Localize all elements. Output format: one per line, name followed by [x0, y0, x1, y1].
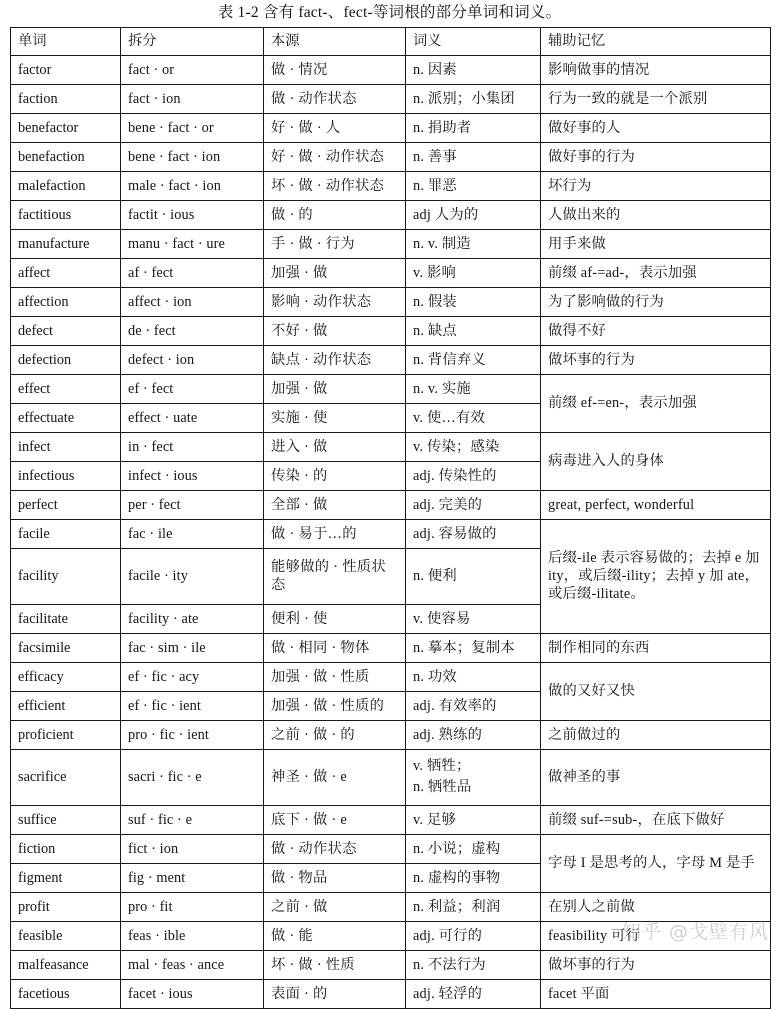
split-cell: ef · fect	[121, 375, 264, 404]
mnemonic-cell: 做的又好又快	[541, 663, 771, 721]
split-cell: fac · ile	[121, 520, 264, 549]
mnemonic-cell: 做得不好	[541, 317, 771, 346]
column-header-meaning: 词义	[406, 28, 541, 56]
table-row	[11, 201, 771, 230]
mnemonic-cell: 制作相同的东西	[541, 634, 771, 663]
table-header-row	[11, 28, 771, 56]
word-cell: affect	[11, 259, 121, 288]
word-cell: benefactor	[11, 114, 121, 143]
split-cell: fact · or	[121, 56, 264, 85]
column-header-mnemonic: 辅助记忆	[541, 28, 771, 56]
table-row	[11, 317, 771, 346]
mnemonic-cell: 用手来做	[541, 230, 771, 259]
table-row	[11, 806, 771, 835]
meaning-cell: adj. 可行的	[406, 922, 541, 951]
word-cell: infect	[11, 433, 121, 462]
split-cell: per · fect	[121, 491, 264, 520]
origin-cell: 不好 · 做	[264, 317, 406, 346]
word-cell: factor	[11, 56, 121, 85]
origin-cell: 坏 · 做 · 性质	[264, 951, 406, 980]
meaning-cell: n. 不法行为	[406, 951, 541, 980]
table-row	[11, 922, 771, 951]
split-cell: pro · fic · ient	[121, 721, 264, 750]
meaning-cell: v. 传染；感染	[406, 433, 541, 462]
table-row	[11, 893, 771, 922]
split-cell: pro · fit	[121, 893, 264, 922]
word-cell: malefaction	[11, 172, 121, 201]
mnemonic-cell: facet 平面	[541, 980, 771, 1009]
origin-cell: 传染 · 的	[264, 462, 406, 491]
split-cell: fict · ion	[121, 835, 264, 864]
mnemonic-cell: 字母 I 是思考的人，字母 M 是手	[541, 835, 771, 893]
split-cell: fac · sim · ile	[121, 634, 264, 663]
column-header-word: 单词	[11, 28, 121, 56]
meaning-cell: n. 派别；小集团	[406, 85, 541, 114]
word-cell: facility	[11, 549, 121, 605]
meaning-cell	[406, 750, 541, 806]
table-row	[11, 288, 771, 317]
meaning-cell: n. 罪恶	[406, 172, 541, 201]
mnemonic-cell: 做坏事的行为	[541, 346, 771, 375]
meaning-cell: v. 影响	[406, 259, 541, 288]
meaning-line: v. 牺牲；	[413, 758, 471, 774]
word-cell: facile	[11, 520, 121, 549]
word-cell: defection	[11, 346, 121, 375]
split-cell: bene · fact · or	[121, 114, 264, 143]
origin-cell: 缺点 · 动作状态	[264, 346, 406, 375]
mnemonic-cell: 为了影响做的行为	[541, 288, 771, 317]
meaning-cell: n. 因素	[406, 56, 541, 85]
meaning-cell: n. 虚构的事物	[406, 864, 541, 893]
word-cell: facsimile	[11, 634, 121, 663]
table-row	[11, 375, 771, 404]
table-row	[11, 721, 771, 750]
word-cell: defect	[11, 317, 121, 346]
split-cell: suf · fic · e	[121, 806, 264, 835]
split-cell: af · fect	[121, 259, 264, 288]
mnemonic-cell: 做神圣的事	[541, 750, 771, 806]
table-row	[11, 433, 771, 462]
origin-cell: 底下 · 做 · e	[264, 806, 406, 835]
split-cell: affect · ion	[121, 288, 264, 317]
mnemonic-cell: 行为一致的就是一个派别	[541, 85, 771, 114]
origin-cell: 便利 · 使	[264, 605, 406, 634]
origin-cell: 加强 · 做	[264, 259, 406, 288]
table-row	[11, 172, 771, 201]
origin-cell: 好 · 做 · 动作状态	[264, 143, 406, 172]
column-header-split: 拆分	[121, 28, 264, 56]
mnemonic-cell: great, perfect, wonderful	[541, 491, 771, 520]
table-row	[11, 259, 771, 288]
split-cell: ef · fic · ient	[121, 692, 264, 721]
table-row	[11, 835, 771, 864]
mnemonic-cell: 前缀 af-=ad-，表示加强	[541, 259, 771, 288]
vocabulary-table	[10, 27, 771, 1009]
split-cell: facility · ate	[121, 605, 264, 634]
origin-cell: 影响 · 动作状态	[264, 288, 406, 317]
word-cell: effectuate	[11, 404, 121, 433]
split-cell: bene · fact · ion	[121, 143, 264, 172]
word-cell: feasible	[11, 922, 121, 951]
word-cell: manufacture	[11, 230, 121, 259]
origin-cell: 加强 · 做 · 性质	[264, 663, 406, 692]
meaning-cell: n. 利益；利润	[406, 893, 541, 922]
word-cell: proficient	[11, 721, 121, 750]
word-cell: infectious	[11, 462, 121, 491]
origin-cell: 之前 · 做 · 的	[264, 721, 406, 750]
table-caption: 表 1-2 含有 fact-、fect-等词根的部分单词和词义。	[217, 4, 562, 21]
origin-cell: 手 · 做 · 行为	[264, 230, 406, 259]
split-cell: in · fect	[121, 433, 264, 462]
meaning-cell: n. 捐助者	[406, 114, 541, 143]
meaning-cell: v. 足够	[406, 806, 541, 835]
table-row	[11, 114, 771, 143]
origin-cell: 做 · 动作状态	[264, 85, 406, 114]
table-row	[11, 85, 771, 114]
origin-cell: 加强 · 做	[264, 375, 406, 404]
mnemonic-cell: 之前做过的	[541, 721, 771, 750]
meaning-cell: n. v. 实施	[406, 375, 541, 404]
origin-cell: 做 · 动作状态	[264, 835, 406, 864]
meaning-cell: n. 善事	[406, 143, 541, 172]
table-row	[11, 663, 771, 692]
meaning-cell: n. 小说；虚构	[406, 835, 541, 864]
meaning-cell: n. 功效	[406, 663, 541, 692]
origin-cell: 进入 · 做	[264, 433, 406, 462]
word-cell: profit	[11, 893, 121, 922]
meaning-cell: adj. 完美的	[406, 491, 541, 520]
table-row	[11, 56, 771, 85]
split-cell: fig · ment	[121, 864, 264, 893]
origin-cell: 做 · 情况	[264, 56, 406, 85]
table-row	[11, 230, 771, 259]
origin-cell: 之前 · 做	[264, 893, 406, 922]
word-cell: perfect	[11, 491, 121, 520]
table-row	[11, 346, 771, 375]
mnemonic-cell: 前缀 ef-=en-，表示加强	[541, 375, 771, 433]
word-cell: malfeasance	[11, 951, 121, 980]
meaning-cell: n. v. 制造	[406, 230, 541, 259]
meaning-cell: adj. 传染性的	[406, 462, 541, 491]
origin-cell: 做 · 物品	[264, 864, 406, 893]
word-cell: benefaction	[11, 143, 121, 172]
split-cell: defect · ion	[121, 346, 264, 375]
meaning-cell: n. 背信弃义	[406, 346, 541, 375]
word-cell: facetious	[11, 980, 121, 1009]
meaning-cell: adj. 熟练的	[406, 721, 541, 750]
origin-cell: 加强 · 做 · 性质的	[264, 692, 406, 721]
word-cell: sacrifice	[11, 750, 121, 806]
origin-cell: 好 · 做 · 人	[264, 114, 406, 143]
word-cell: affection	[11, 288, 121, 317]
split-cell: effect · uate	[121, 404, 264, 433]
origin-cell: 做 · 的	[264, 201, 406, 230]
origin-cell: 全部 · 做	[264, 491, 406, 520]
word-cell: factitious	[11, 201, 121, 230]
table-row	[11, 634, 771, 663]
split-cell: facet · ious	[121, 980, 264, 1009]
meaning-cell: adj. 有效率的	[406, 692, 541, 721]
meaning-cell: n. 摹本；复制本	[406, 634, 541, 663]
watermark: 知乎 @戈壁有风	[621, 921, 769, 943]
origin-cell: 能够做的 · 性质状态	[264, 549, 406, 605]
word-cell: figment	[11, 864, 121, 893]
split-cell: male · fact · ion	[121, 172, 264, 201]
mnemonic-cell: 前缀 suf-=sub-，在底下做好	[541, 806, 771, 835]
split-cell: infect · ious	[121, 462, 264, 491]
mnemonic-cell: 在别人之前做	[541, 893, 771, 922]
meaning-cell: n. 假装	[406, 288, 541, 317]
mnemonic-cell: 病毒进入人的身体	[541, 433, 771, 491]
split-cell: fact · ion	[121, 85, 264, 114]
origin-cell: 神圣 · 做 · e	[264, 750, 406, 806]
meaning-cell: adj. 轻浮的	[406, 980, 541, 1009]
meaning-cell: n. 缺点	[406, 317, 541, 346]
word-cell: efficient	[11, 692, 121, 721]
mnemonic-cell: 后缀-ile 表示容易做的；去掉 e 加 ity，或后缀-ility；去掉 y 加 ate，或后缀-ilitate。	[541, 520, 771, 634]
split-cell: manu · fact · ure	[121, 230, 264, 259]
mnemonic-cell: 做坏事的行为	[541, 951, 771, 980]
word-cell: efficacy	[11, 663, 121, 692]
origin-cell: 做 · 易于…的	[264, 520, 406, 549]
split-cell: facile · ity	[121, 549, 264, 605]
table-row	[11, 750, 771, 806]
meaning-cell: n. 便利	[406, 549, 541, 605]
origin-cell: 表面 · 的	[264, 980, 406, 1009]
column-header-origin: 本源	[264, 28, 406, 56]
table-body	[11, 56, 771, 1009]
table-row	[11, 980, 771, 1009]
table-header	[11, 28, 771, 56]
word-cell: effect	[11, 375, 121, 404]
table-row	[11, 143, 771, 172]
origin-cell: 坏 · 做 · 动作状态	[264, 172, 406, 201]
origin-cell: 做 · 能	[264, 922, 406, 951]
mnemonic-cell: 做好事的人	[541, 114, 771, 143]
split-cell: mal · feas · ance	[121, 951, 264, 980]
mnemonic-cell: 做好事的行为	[541, 143, 771, 172]
meaning-cell: adj. 容易做的	[406, 520, 541, 549]
word-cell: suffice	[11, 806, 121, 835]
mnemonic-cell: 人做出来的	[541, 201, 771, 230]
meaning-line: n. 牺牲品	[413, 779, 472, 795]
origin-cell: 做 · 相同 · 物体	[264, 634, 406, 663]
split-cell: sacri · fic · e	[121, 750, 264, 806]
split-cell: ef · fic · acy	[121, 663, 264, 692]
mnemonic-cell: 影响做事的情况	[541, 56, 771, 85]
table-row	[11, 520, 771, 549]
mnemonic-cell: 坏行为	[541, 172, 771, 201]
meaning-cell: v. 使容易	[406, 605, 541, 634]
meaning-cell: adj 人为的	[406, 201, 541, 230]
origin-cell: 实施 · 使	[264, 404, 406, 433]
split-cell: de · fect	[121, 317, 264, 346]
split-cell: factit · ious	[121, 201, 264, 230]
mnemonic-cell: feasibility 可行	[541, 922, 771, 951]
word-cell: fiction	[11, 835, 121, 864]
table-row	[11, 491, 771, 520]
meaning-cell: v. 使…有效	[406, 404, 541, 433]
word-cell: faction	[11, 85, 121, 114]
split-cell: feas · ible	[121, 922, 264, 951]
word-cell: facilitate	[11, 605, 121, 634]
